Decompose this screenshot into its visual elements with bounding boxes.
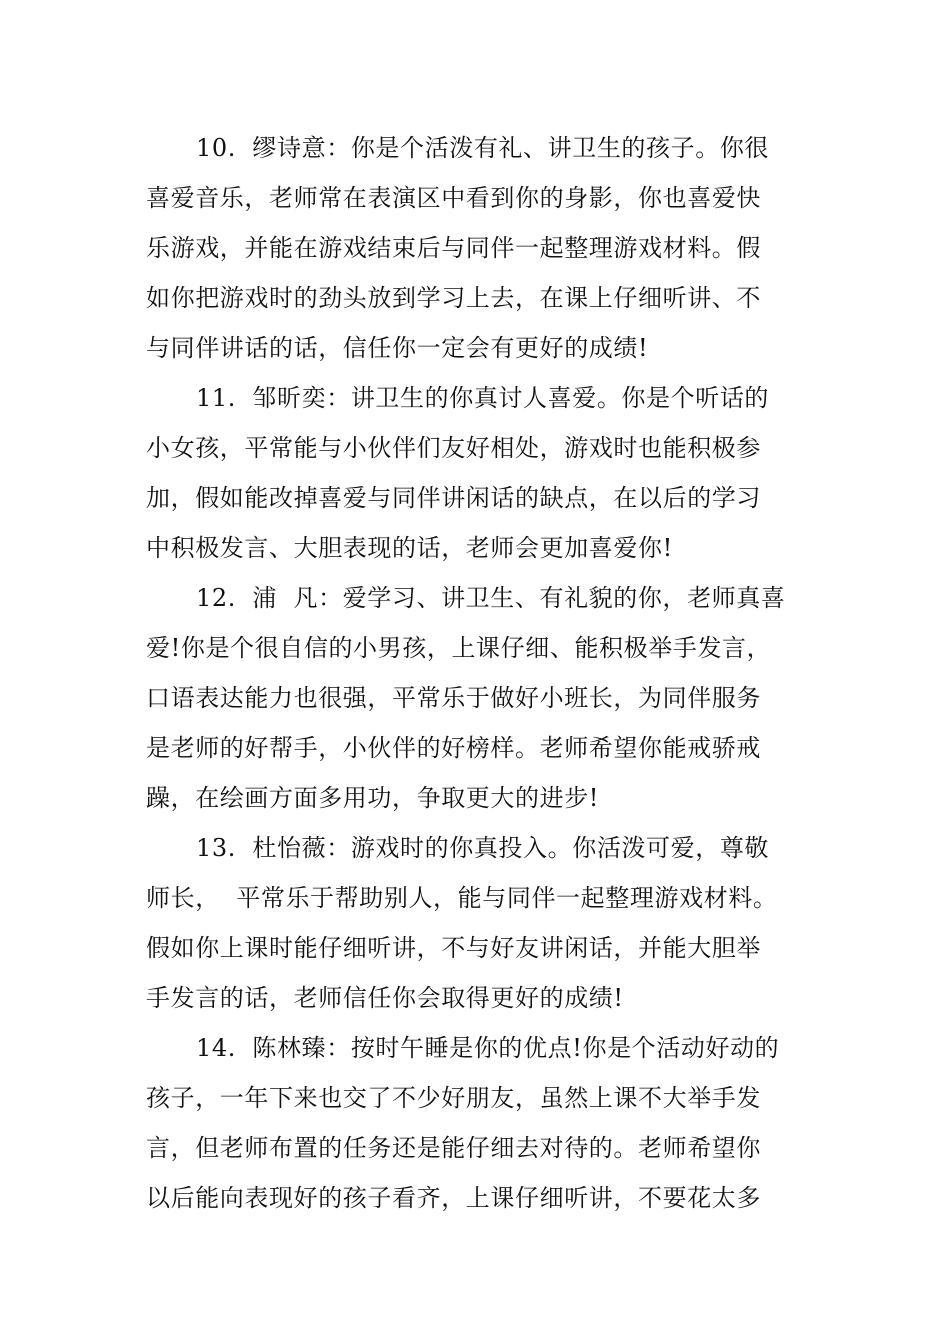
paragraph-14-line-1: 14. 陈林臻：按时午睡是你的优点!你是个活动好动的 [196, 1034, 780, 1062]
paragraph-13-line-1: 13. 杜怡薇：游戏时的你真投入。你活泼可爱，尊敬 [196, 834, 770, 862]
paragraph-13-line-2: 师长， 平常乐于帮助别人，能与同伴一起整理游戏材料。 [146, 884, 778, 912]
paragraph-10-line-5: 与同伴讲话的话，信任你一定会有更好的成绩! [146, 334, 649, 362]
paragraph-12-line-5: 躁，在绘画方面多用功，争取更大的进步! [146, 784, 600, 812]
paragraph-12-line-3: 口语表达能力也很强，平常乐于做好小班长，为同伴服务 [146, 684, 761, 712]
paragraph-13-line-4: 手发言的话，老师信任你会取得更好的成绩! [146, 984, 624, 1012]
paragraph-11-line-4: 中积极发言、大胆表现的话，老师会更加喜爱你! [146, 534, 673, 562]
paragraph-12-line-4: 是老师的好帮手，小伙伴的好榜样。老师希望你能戒骄戒 [146, 734, 761, 762]
paragraph-10-line-1: 10. 缪诗意：你是个活泼有礼、讲卫生的孩子。你很 [196, 134, 770, 162]
paragraph-14-line-4: 以后能向表现好的孩子看齐，上课仔细听讲，不要花太多 [146, 1184, 761, 1212]
paragraph-13-line-3: 假如你上课时能仔细听讲，不与好友讲闲话，并能大胆举 [146, 934, 761, 962]
paragraph-12-line-2: 爱!你是个很自信的小男孩，上课仔细、能积极举手发言， [146, 634, 772, 662]
paragraph-11-line-1: 11. 邹昕奕：讲卫生的你真讨人喜爱。你是个听话的 [196, 384, 770, 412]
paragraph-11-line-2: 小女孩，平常能与小伙伴们友好相处，游戏时也能积极参 [146, 434, 761, 462]
paragraph-10-line-2: 喜爱音乐，老师常在表演区中看到你的身影，你也喜爱快 [146, 184, 761, 212]
paragraph-14-line-3: 言，但老师布置的任务还是能仔细去对待的。老师希望你 [146, 1134, 761, 1162]
paragraph-11-line-3: 加，假如能改掉喜爱与同伴讲闲话的缺点，在以后的学习 [146, 484, 761, 512]
paragraph-12-line-1: 12. 浦 凡：爱学习、讲卫生、有礼貌的你，老师真喜 [196, 584, 786, 612]
paragraph-10-line-3: 乐游戏，并能在游戏结束后与同伴一起整理游戏材料。假 [146, 234, 761, 262]
paragraph-10-line-4: 如你把游戏时的劲头放到学习上去，在课上仔细听讲、不 [146, 284, 761, 312]
paragraph-14-line-2: 孩子，一年下来也交了不少好朋友，虽然上课不大举手发 [146, 1084, 761, 1112]
